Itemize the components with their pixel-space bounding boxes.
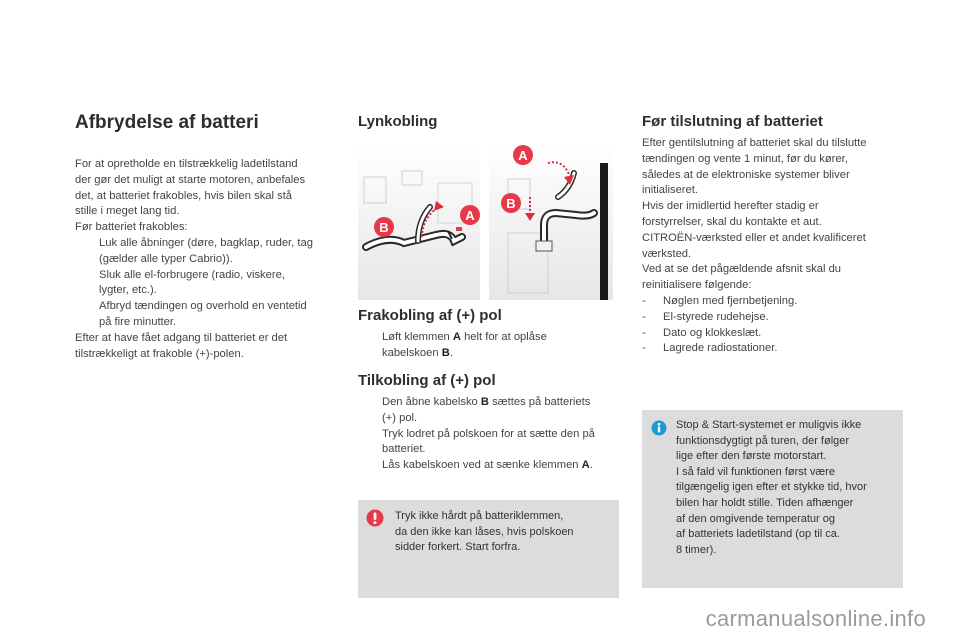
warning-text: Tryk ikke hårdt på batteriklemmen, da den ikke kan låses, hvis polskoen sidder forkert. Start forfra. [395, 510, 574, 554]
info-text: Stop & Start-systemet er muligvis ikke funktionsdygtigt på turen, der følger lige efter den første motorstart. I så fald vil funktionen først være tilgængelig igen efter et stykke tid, hvor bilen har holdt stille. Tiden afhænger af den omgivende temperatur og af batteriets ladetilstand (op til ca. 8 timer). [676, 419, 867, 556]
warning-icon [366, 509, 384, 527]
warning-note [358, 500, 619, 598]
list-item: Afbryd tændingen og overhold en ventetid på fire minutter. [99, 300, 307, 328]
list-item: - Dato og klokkeslæt. [642, 326, 762, 339]
quick-connect-title: Lynkobling [358, 113, 438, 130]
label-a: A [465, 208, 475, 223]
page-title: Afbrydelse af batteri [75, 112, 259, 133]
battery-pole [536, 241, 552, 251]
before-connect-title: Før tilslutning af batteriet [642, 113, 823, 130]
list-item: Luk alle åbninger (døre, bagklap, ruder, tag (gælder alle typer Cabrio)). [99, 236, 313, 265]
watermark: carmanualsonline.info [705, 606, 926, 631]
label-a: A [518, 148, 528, 163]
connect-title: Tilkobling af (+) pol [358, 372, 496, 389]
terminal-diagram [358, 143, 613, 300]
list-item: Den åbne kabelsko B sættes på batteriets (+) pol. [382, 396, 591, 424]
list-item: Tryk lodret på polskoen for at sætte den på batteriet. [382, 427, 595, 456]
cable [600, 163, 608, 300]
list-item: - El-styrede rudehejse. [642, 310, 769, 323]
connect-steps [358, 395, 620, 474]
before-connect-section [642, 136, 904, 357]
body-text: Efter gentilslutning af batteriet skal du tilslutte tændingen og vente 1 minut, før du kører, således at de elektroniske systemer bliver initialiseret. Hvis der imidlertid herefter stadig er forstyrrelser, skal du kontakte et aut. CITROËN-værksted eller et andet kvalificeret værksted. Ved at se det pågældende afsnit skal du reinitialisere følgende: [642, 137, 867, 292]
reinit-list [642, 294, 904, 357]
disconnect-steps [358, 330, 620, 362]
outro-text: Efter at have fået adgang til batteriet er det tilstrækkeligt at frakoble (+)-polen. [75, 331, 288, 360]
info-note [642, 410, 903, 588]
intro-text: For at opretholde en tilstrækkelig ladetilstand der gør det muligt at starte motoren, anbefales det, at batteriet frakobles, hvis bilen skal stå stille i meget lang tid. Før batteriet frakobles: [75, 158, 306, 234]
list-item: Lås kabelskoen ved at sænke klemmen A. [382, 459, 593, 472]
label-b: B [506, 196, 516, 211]
battery-terminal-illustration [358, 143, 613, 300]
list-item: - Lagrede radiostationer. [642, 342, 778, 355]
list-item: Sluk alle el-forbrugere (radio, viskere, lygter, etc.). [99, 268, 285, 297]
disconnect-title: Frakobling af (+) pol [358, 307, 502, 324]
pole-marker [456, 227, 462, 231]
list-item: - Nøglen med fjernbetjening. [642, 294, 798, 307]
bullet-list [75, 236, 337, 331]
info-icon [651, 420, 667, 436]
label-b: B [379, 220, 389, 235]
list-item: Løft klemmen A helt for at oplåse kabelskoen B. [382, 331, 547, 359]
battery-disconnect-section [75, 157, 337, 362]
